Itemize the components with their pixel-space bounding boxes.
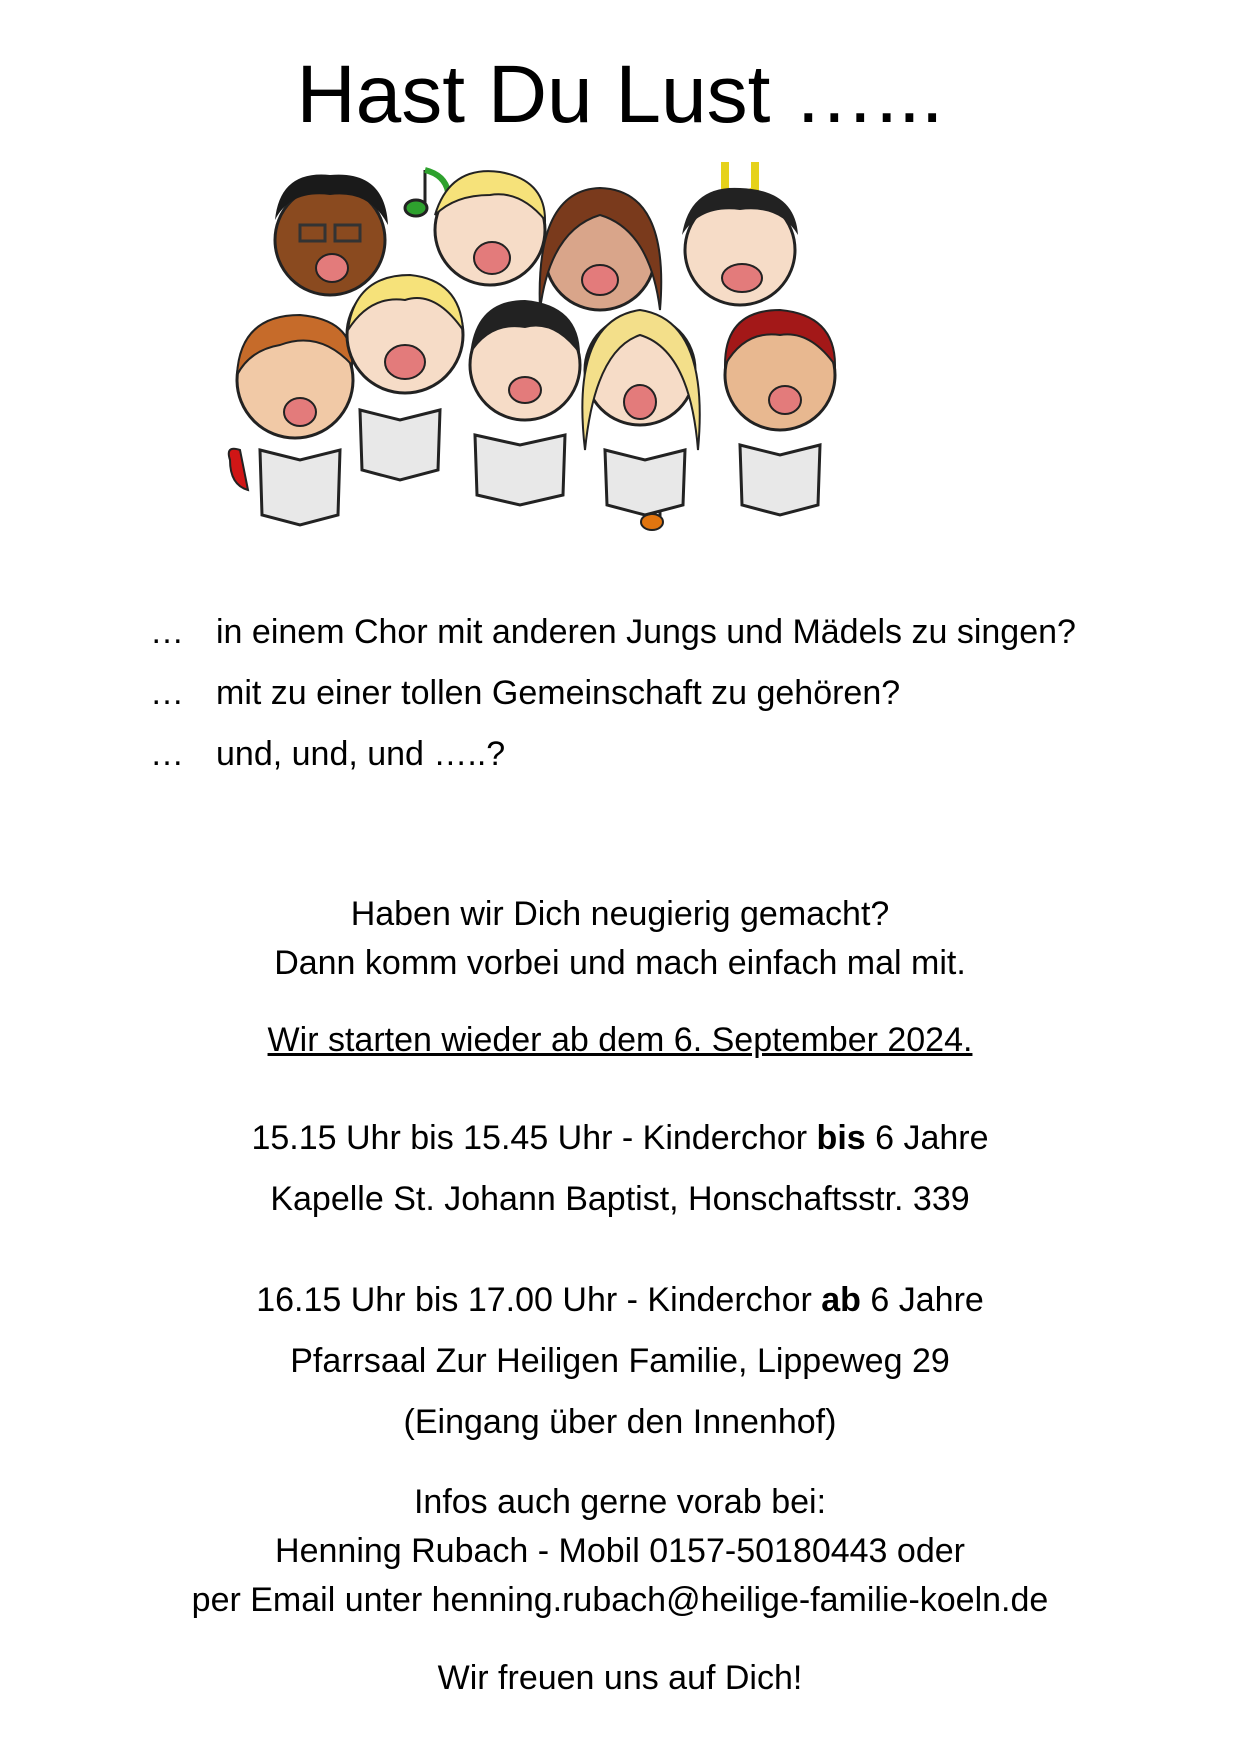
- schedule-location: Kapelle St. Johann Baptist, Honschaftsstr. 339: [270, 1180, 970, 1218]
- age-text: 6 Jahre: [860, 1281, 984, 1319]
- schedule-time: [0, 1270, 1240, 1331]
- contact-line: Infos auch gerne vorab bei:: [413, 1483, 827, 1521]
- child-face: [725, 310, 835, 515]
- child-face: [347, 275, 463, 480]
- list-item-text: in einem Chor mit anderen Jungs und Mädels zu singen?: [216, 613, 1076, 651]
- music-note-icon: [229, 449, 248, 490]
- schedule-time-text: 16.15 Uhr bis 17.00 Uhr - Kinderchor: [256, 1281, 822, 1319]
- start-date-text: Wir starten wieder ab dem 6. September 2024.: [267, 1021, 973, 1059]
- contact-email-line: per Email unter henning.rubach@heilige-familie-koeln.de: [191, 1581, 1049, 1619]
- age-qualifier: bis: [816, 1119, 866, 1157]
- child-face: [275, 175, 388, 295]
- child-face: [435, 171, 545, 285]
- child-face: [470, 300, 580, 505]
- page-title: Hast Du Lust …...: [296, 49, 944, 140]
- age-text: 6 Jahre: [865, 1119, 989, 1157]
- age-qualifier: ab: [821, 1281, 861, 1319]
- contact-line: Henning Rubach - Mobil 0157-50180443 oder: [275, 1532, 965, 1570]
- invitation-line: Dann komm vorbei und mach einfach mal mit.: [274, 944, 966, 982]
- list-item-text: mit zu einer tollen Gemeinschaft zu gehören?: [216, 674, 901, 712]
- child-face: [582, 310, 699, 515]
- contact-info: [0, 1478, 1240, 1625]
- schedule-time: [0, 1108, 1240, 1169]
- child-face: [540, 188, 662, 310]
- child-face: [237, 315, 353, 525]
- choir-illustration: [220, 150, 960, 570]
- list-item: [150, 602, 1090, 663]
- list-item: [150, 724, 1090, 785]
- schedule-block: [0, 1108, 1240, 1230]
- schedule-block: [0, 1270, 1240, 1453]
- ellipsis-marker: …: [150, 613, 184, 651]
- ellipsis-marker: …: [150, 735, 184, 773]
- closing-text: Wir freuen uns auf Dich!: [437, 1659, 803, 1697]
- bullet-list: [150, 602, 1090, 785]
- list-item: [150, 663, 1090, 724]
- invitation-line: Haben wir Dich neugierig gemacht?: [350, 895, 890, 933]
- list-item-text: und, und, und …..?: [216, 735, 506, 773]
- child-face: [682, 188, 798, 305]
- start-date-note: [0, 1018, 1240, 1062]
- invitation-text: [0, 890, 1240, 988]
- schedule-time-text: 15.15 Uhr bis 15.45 Uhr - Kinderchor: [251, 1119, 817, 1157]
- schedule-location: Pfarrsaal Zur Heiligen Familie, Lippeweg 29: [290, 1342, 950, 1380]
- schedule-note: (Eingang über den Innenhof): [403, 1403, 837, 1441]
- ellipsis-marker: …: [150, 674, 184, 712]
